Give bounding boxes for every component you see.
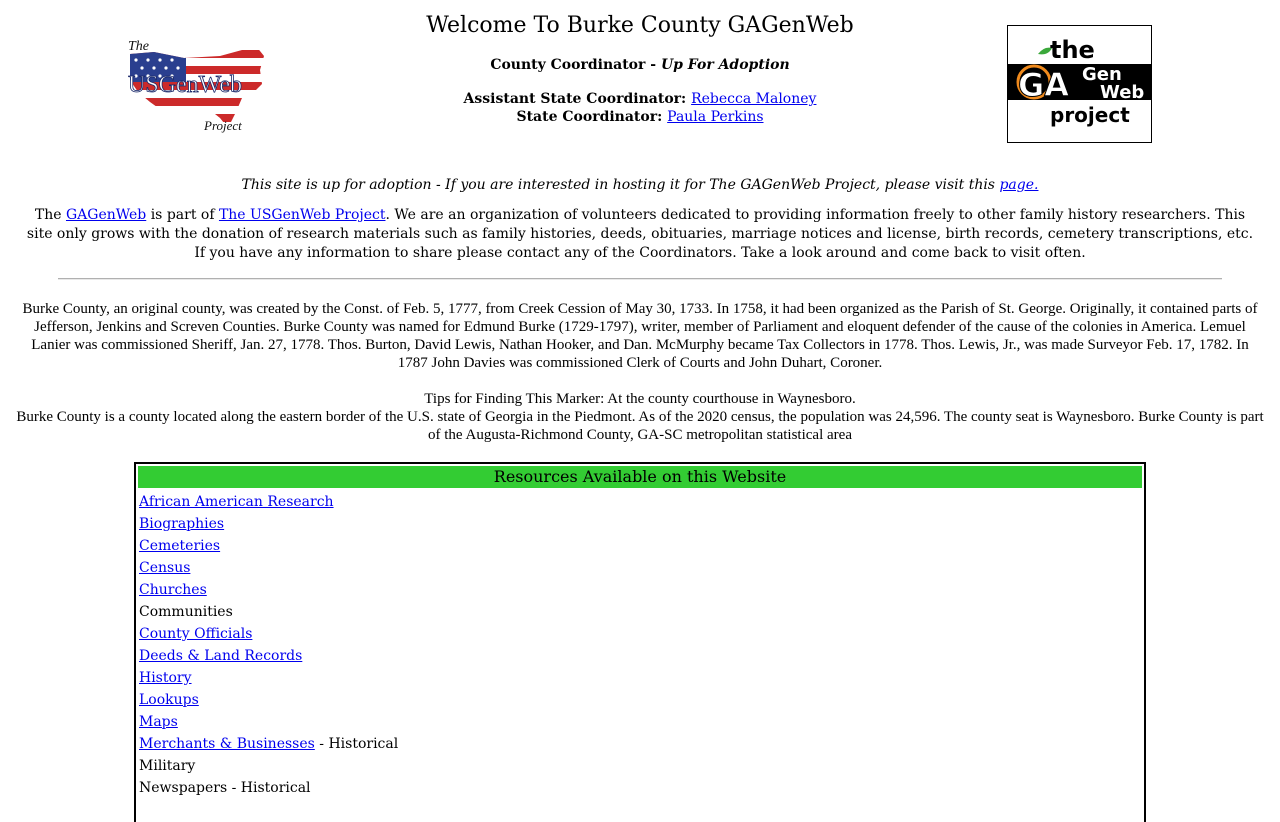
state-coordinator-link[interactable]: Paula Perkins — [667, 109, 764, 125]
adoption-notice — [0, 176, 1280, 194]
resource-label: Newspapers - Historical — [139, 780, 311, 796]
resource-item — [139, 755, 1144, 777]
usgenweb-the-text: The — [128, 39, 149, 54]
resource-link[interactable]: Cemeteries — [139, 538, 221, 554]
resource-item[interactable] — [139, 689, 1144, 711]
resource-link[interactable]: County Officials — [139, 626, 253, 642]
resource-link[interactable]: Deeds & Land Records — [139, 648, 303, 664]
gagenweb-ga-text: GA — [1018, 66, 1070, 104]
resources-table — [134, 462, 1146, 822]
resource-item[interactable] — [139, 513, 1144, 535]
resource-suffix: - Historical — [314, 736, 399, 752]
header-center — [340, 12, 940, 126]
resource-label: Communities — [139, 604, 233, 620]
usgenweb-logo[interactable] — [124, 36, 270, 136]
marker-tips: Tips for Finding This Marker: At the county courthouse in Waynesboro. — [424, 391, 856, 407]
adoption-page-link[interactable]: page. — [999, 177, 1039, 193]
county-history: Burke County, an original county, was created by the Const. of Feb. 5, 1777, from Creek Cession of May 30, 1733. In 1758, it had been organized as the Parish of St. George. Originally, it contained parts of Jefferson, Jenkins and Screven Counties. Burke County was named for Edmund Burke (1729-1797), writer, member of Parliament and eloquent defender of the cause of the colonies in America. Lemuel Lanier was commissioned Sheriff, Jan. 27, 1778. Thos. Burton, David Lewis, Nathan Hooker, and Dan. McMurphy became Tax Collectors in 1778. Thos. Lewis, Jr., was made Surveyor Feb. 17, 1782. In 1787 John Davies was commissioned Clerk of Courts and John Duhart, Coroner. — [22, 301, 1258, 371]
gagenweb-the-text: the — [1050, 36, 1095, 64]
intro-text-start: The — [34, 207, 66, 223]
resource-item[interactable] — [139, 667, 1144, 689]
county-coordinator — [340, 56, 940, 74]
resource-item[interactable] — [139, 491, 1144, 513]
resource-link[interactable]: Biographies — [139, 516, 225, 532]
county-summary: Burke County is a county located along the eastern border of the U.S. state of Georgia in the Piedmont. As of the 2020 census, the population was 24,596. The county seat is Waynesboro. Burke County is part of the Augusta-Richmond County, GA-SC metropolitan statistical area — [16, 409, 1264, 443]
resource-item[interactable] — [139, 645, 1144, 667]
county-coordinator-label: County Coordinator - — [490, 57, 657, 73]
resource-link[interactable]: Maps — [139, 714, 178, 730]
resource-item[interactable] — [139, 711, 1144, 733]
resource-item[interactable] — [139, 579, 1144, 601]
intro-text-mid: is part of — [146, 207, 219, 223]
resource-link[interactable]: Merchants & Businesses — [139, 736, 315, 752]
gagenweb-project-text: project — [1050, 103, 1130, 127]
resources-header: Resources Available on this Website — [138, 466, 1142, 488]
usgenweb-project-link[interactable]: The USGenWeb Project — [218, 207, 386, 223]
page-header — [0, 0, 1280, 160]
intro-text-rest: . We are an organization of volunteers dedicated to providing information freely to other family history researchers. This site only grows with the donation of research materials such as family histories, deeds, obituaries, marriage notices and license, birth records, cemetery transcriptions, etc. If you have any information to share please contact any of the Coordinators. Take a look around and come back to visit often. — [26, 207, 1254, 261]
resource-item[interactable] — [139, 623, 1144, 645]
gagenweb-gen-text: Gen — [1082, 64, 1122, 85]
resources-list — [136, 490, 1144, 799]
assistant-coordinator-label: Assistant State Coordinator: — [463, 91, 687, 107]
marker-tips-and-summary — [16, 390, 1264, 444]
adoption-text: This site is up for adoption - If you are interested in hosting it for The GAGenWeb Project, please visit this — [241, 177, 1000, 193]
resource-item[interactable] — [139, 557, 1144, 579]
gagenweb-web-text: Web — [1100, 82, 1145, 103]
resource-link[interactable]: Churches — [139, 582, 207, 598]
intro-paragraph — [22, 206, 1258, 263]
resource-link[interactable]: Census — [139, 560, 191, 576]
page-title: Welcome To Burke County GAGenWeb — [426, 13, 854, 38]
gagenweb-peach-icon — [1008, 26, 1151, 142]
assistant-coordinator-link[interactable]: Rebecca Maloney — [691, 91, 817, 107]
resource-item[interactable] — [139, 535, 1144, 557]
resource-link[interactable]: History — [139, 670, 192, 686]
usgenweb-main-text: USGenWeb — [128, 72, 243, 98]
resource-item — [139, 601, 1144, 623]
resource-label: Military — [139, 758, 196, 774]
usgenweb-project-text: Project — [204, 118, 242, 133]
resource-link[interactable]: African American Research — [139, 494, 334, 510]
state-coordinator-label: State Coordinator: — [516, 109, 663, 125]
state-coordinators — [340, 90, 940, 126]
resource-link[interactable]: Lookups — [139, 692, 199, 708]
gagenweb-link[interactable]: GAGenWeb — [65, 207, 147, 223]
resource-item — [139, 777, 1144, 799]
usgenweb-flag-map-icon — [124, 36, 270, 136]
gagenweb-logo[interactable] — [1007, 25, 1152, 143]
divider — [58, 278, 1222, 280]
county-coordinator-value: Up For Adoption — [660, 57, 790, 73]
resource-item[interactable] — [139, 733, 1144, 755]
